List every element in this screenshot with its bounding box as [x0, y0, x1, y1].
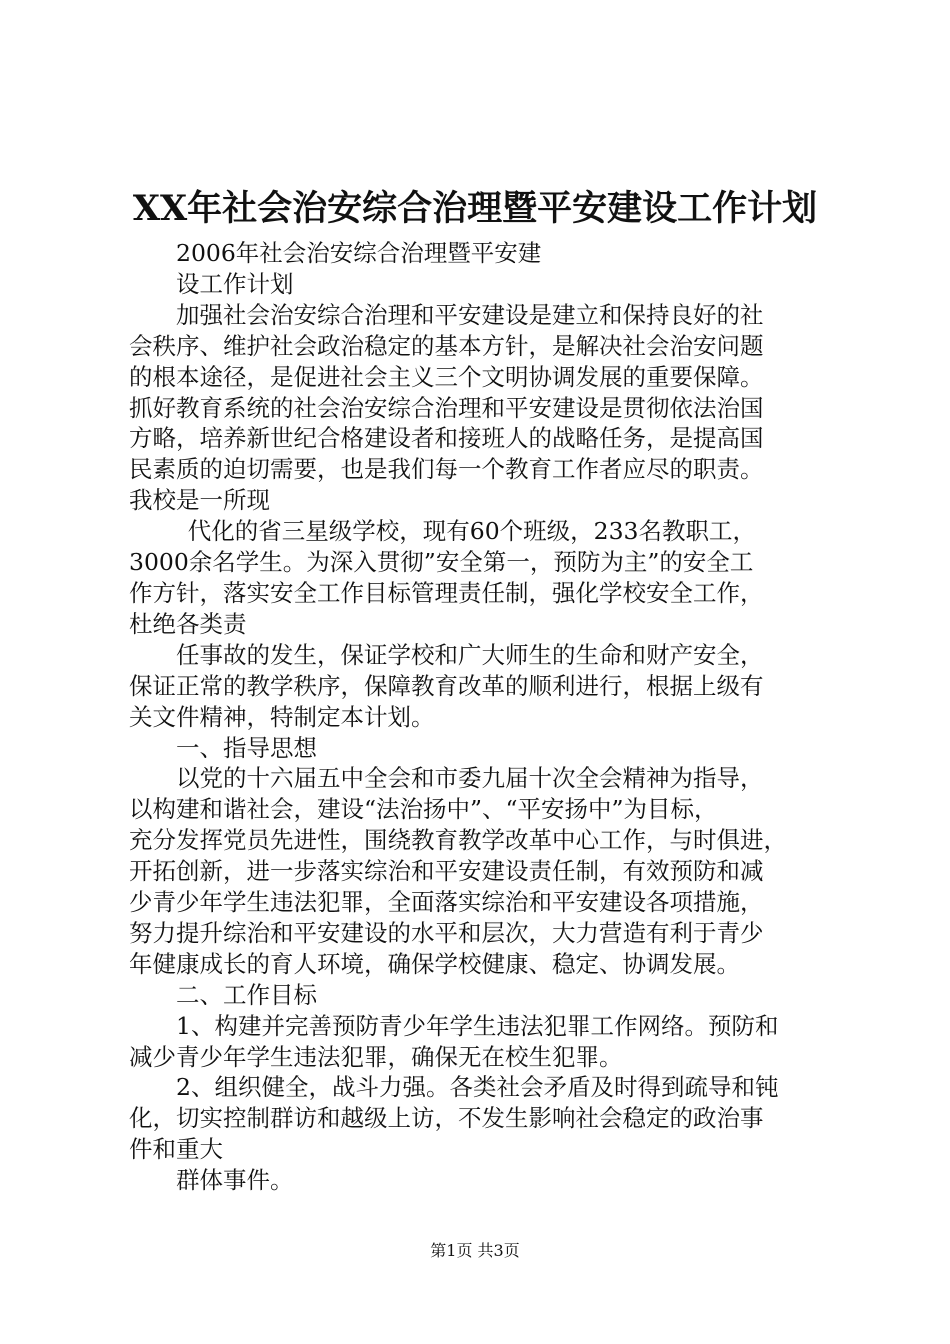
text-line: 民素质的迫切需要，也是我们每一个教育工作者应尽的职责。	[129, 455, 764, 484]
text-line: 2006年社会治安综合治理暨平安建	[176, 239, 542, 267]
text-line: 抓好教育系统的社会治安综合治理和平安建设是贯彻依法治国	[129, 393, 764, 422]
text-line: 作方针，落实安全工作目标管理责任制，强化学校安全工作，	[129, 578, 764, 607]
text-line: 代化的省三星级学校，现有60个班级，233名教职工，	[187, 517, 757, 546]
document-body	[129, 238, 829, 1196]
text-line: 任事故的发生，保证学校和广大师生的生命和财产安全，	[176, 640, 764, 669]
text-line: 我校是一所现	[129, 486, 270, 515]
text-line: 2、组织健全，战斗力强。各类社会矛盾及时得到疏导和钝	[176, 1073, 779, 1102]
text-line: 以构建和谐社会，建设“法治扬中”、“平安扬中”为目标，	[129, 795, 718, 824]
text-line: 1、构建并完善预防青少年学生违法犯罪工作网络。预防和	[176, 1011, 779, 1040]
text-line: 方略，培养新世纪合格建设者和接班人的战略任务，是提高国	[129, 424, 764, 453]
text-line: 少青少年学生违法犯罪，全面落实综治和平安建设各项措施，	[129, 888, 764, 917]
text-line: 保证正常的教学秩序，保障教育改革的顺利进行，根据上级有	[129, 671, 764, 700]
text-line: 年健康成长的育人环境，确保学校健康、稳定、协调发展。	[129, 949, 740, 978]
text-line: 3000余名学生。为深入贯彻”安全第一，预防为主”的安全工	[129, 548, 754, 577]
page-footer: 第1页 共3页	[430, 1241, 520, 1260]
text-line: 设工作计划	[176, 269, 294, 298]
text-line: 减少青少年学生违法犯罪，确保无在校生犯罪。	[129, 1042, 623, 1071]
text-line: 会秩序、维护社会政治稳定的基本方针，是解决社会治安问题	[129, 331, 764, 360]
text-line: 充分发挥党员先进性，围绕教育教学改革中心工作，与时俱进，	[129, 826, 787, 855]
page-title: XX年社会治安综合治理暨平安建设工作计划	[132, 188, 818, 229]
text-line: 一、指导思想	[176, 733, 317, 762]
text-line: 加强社会治安综合治理和平安建设是建立和保持良好的社	[176, 300, 764, 329]
text-line: 群体事件。	[176, 1166, 294, 1195]
text-line: 杜绝各类责	[129, 609, 247, 638]
text-line: 开拓创新，进一步落实综治和平安建设责任制，有效预防和减	[129, 857, 764, 886]
text-line: 二、工作目标	[176, 980, 317, 1009]
text-line: 关文件精神，特制定本计划。	[129, 702, 435, 731]
text-line: 努力提升综治和平安建设的水平和层次，大力营造有利于青少	[129, 918, 764, 947]
text-line: 件和重大	[129, 1135, 223, 1164]
text-line: 以党的十六届五中全会和市委九届十次全会精神为指导，	[176, 764, 764, 793]
text-line: 化，切实控制群访和越级上访，不发生影响社会稳定的政治事	[129, 1104, 764, 1133]
text-line: 的根本途径，是促进社会主义三个文明协调发展的重要保障。	[129, 362, 764, 391]
